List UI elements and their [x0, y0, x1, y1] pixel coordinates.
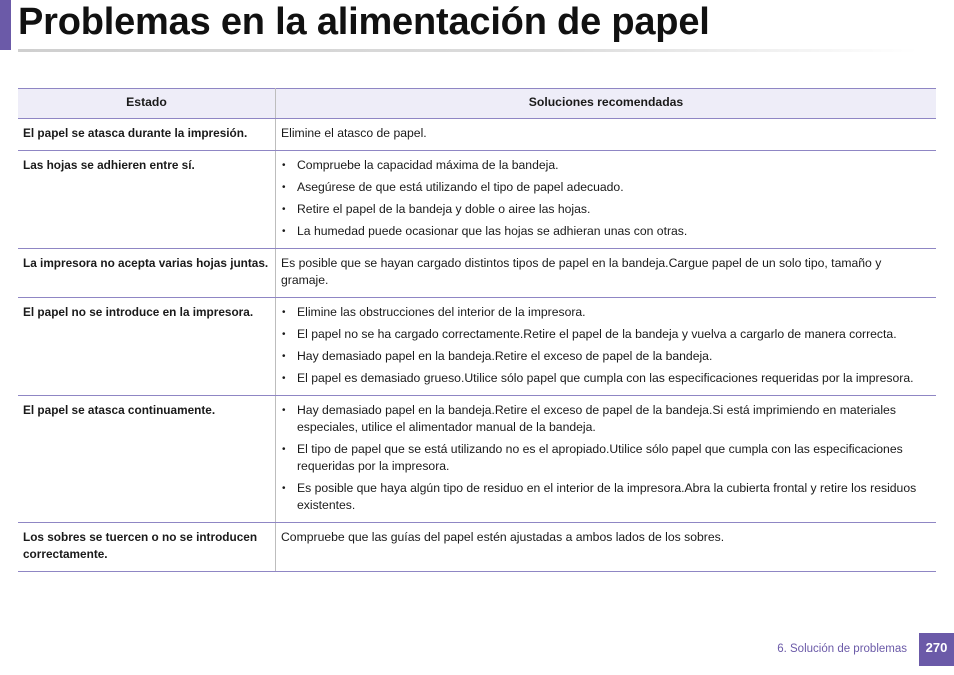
troubleshooting-table [18, 88, 936, 572]
solution-item: • El papel no se ha cargado correctamente.Retire el papel de la bandeja y vuelva a cargarlo de manera correcta. [281, 326, 930, 343]
solution-item: • Hay demasiado papel en la bandeja.Retire el exceso de papel de la bandeja. [281, 348, 930, 365]
footer-chapter-link[interactable]: 6. Solución de problemas [777, 643, 907, 655]
solution-cell [276, 298, 937, 396]
solution-cell [276, 151, 937, 249]
solution-text: Es posible que se hayan cargado distintos tipos de papel en la bandeja.Cargue papel de un solo tipo, tamaño y gramaje. [281, 256, 882, 287]
solution-item: • El tipo de papel que se está utilizando no es el apropiado.Utilice sólo papel que cumpla con las especificaciones requeridas por la impresora. [281, 441, 930, 475]
solution-cell [276, 396, 937, 523]
solution-list [281, 157, 930, 240]
estado-cell: Las hojas se adhieren entre sí. [18, 151, 276, 249]
estado-cell: Los sobres se tuercen o no se introducen correctamente. [18, 523, 276, 572]
header-estado: Estado [18, 89, 276, 119]
estado-cell: La impresora no acepta varias hojas juntas. [18, 249, 276, 298]
solution-item: • Hay demasiado papel en la bandeja.Retire el exceso de papel de la bandeja.Si está imprimiendo en materiales especiales, utilice el alimentador manual de la bandeja. [281, 402, 930, 436]
table-row [18, 298, 936, 396]
header-soluciones: Soluciones recomendadas [276, 89, 937, 119]
table-row [18, 151, 936, 249]
solution-item: • Es posible que haya algún tipo de residuo en el interior de la impresora.Abra la cubierta frontal y retire los residuos existentes. [281, 480, 930, 514]
solution-cell [276, 249, 937, 298]
page-title: Problemas en la alimentación de papel [18, 1, 710, 43]
estado-cell: El papel se atasca continuamente. [18, 396, 276, 523]
table-row [18, 523, 936, 572]
estado-cell: El papel se atasca durante la impresión. [18, 119, 276, 151]
solution-item: • Elimine las obstrucciones del interior de la impresora. [281, 304, 930, 321]
solution-list [281, 304, 930, 387]
solution-item: • Asegúrese de que está utilizando el tipo de papel adecuado. [281, 179, 930, 196]
table-row [18, 119, 936, 151]
estado-cell: El papel no se introduce en la impresora. [18, 298, 276, 396]
table-row [18, 396, 936, 523]
title-divider [18, 49, 918, 52]
solution-cell [276, 119, 937, 151]
solution-text: Elimine el atasco de papel. [281, 126, 427, 140]
table-row [18, 249, 936, 298]
page-number-badge: 270 [919, 633, 954, 666]
solution-item: • La humedad puede ocasionar que las hojas se adhieran unas con otras. [281, 223, 930, 240]
solution-item: • Retire el papel de la bandeja y doble o airee las hojas. [281, 201, 930, 218]
solution-item: • El papel es demasiado grueso.Utilice sólo papel que cumpla con las especificaciones requeridas por la impresora. [281, 370, 930, 387]
solution-cell [276, 523, 937, 572]
solution-text: Compruebe que las guías del papel estén ajustadas a ambos lados de los sobres. [281, 530, 725, 544]
chapter-side-marker [0, 0, 11, 50]
solution-list [281, 402, 930, 514]
table-header-row [18, 89, 936, 119]
solution-item: • Compruebe la capacidad máxima de la bandeja. [281, 157, 930, 174]
